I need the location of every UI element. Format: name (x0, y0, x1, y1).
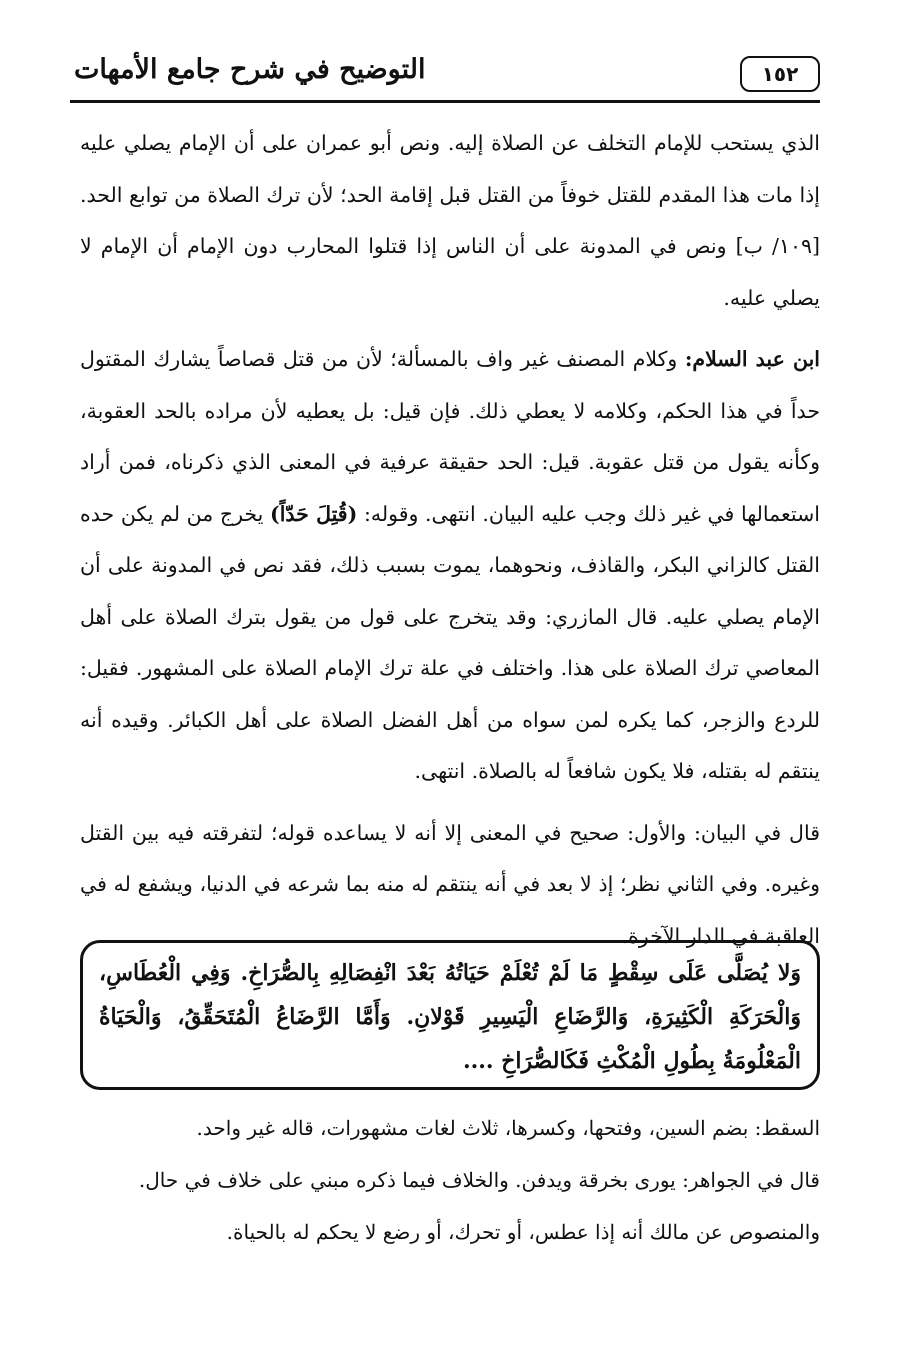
note-line: قال في الجواهر: يورى بخرقة ويدفن. والخلاف فيما ذكره مبني على خلاف في حال. (138, 1168, 820, 1192)
paragraph-2-part-a: وكلام المصنف غير واف بالمسألة؛ لأن من قتل قصاصاً يشارك المقتول حداً في هذا الحكم، وكلامه لا يعطي ذلك. فإن قيل: بل يعطيه لأن مراده بالحد العقوبة، وكأنه يقول من قتل عقوبة. قيل: الحد حقيقة عرفية في المعنى الذي ذكرناه، فمن أراد استعمالها في غير ذلك وجب عليه البيان. انتهى. وقوله: (80, 347, 820, 526)
paragraph-3: قال في البيان: والأول: صحيح في المعنى إلا أنه لا يساعده قوله؛ لتفرقته فيه بين القتل وغيره. وفي الثاني نظر؛ إذ لا بعد في أنه ينتقم له منه بما شرعه في الدنيا، ويشفع له في العاقبة في الدار الآخرة. (80, 820, 820, 948)
commentary-text (80, 118, 820, 972)
note-line: والمنصوص عن مالك أنه إذا عطس، أو تحرك، أو رضع لا يحكم له بالحياة. (226, 1220, 820, 1244)
paragraph-2-part-b: يخرج من لم يكن حده القتل كالزاني البكر، والقاذف، ونحوهما، يموت بسبب ذلك، فقد نص في المدونة على أن الإمام يصلي عليه. قال المازري: وقد يتخرج على قول من يقول بترك الصلاة على أهل المعاصي ترك الصلاة على هذا. واختلف في علة ترك الإمام الصلاة على المشهور. فقيل: للردع والزجر، كما يكره لمن سواه من أهل الفضل الصلاة على أهل الكبائر. وقيده أنه ينتقم له بقتله، فلا يكون شافعاً له بالصلاة. انتهى. (80, 501, 820, 783)
matn-text: وَلا يُصَلَّى عَلَى سِقْطٍ مَا لَمْ تُعْلَمْ حَيَاتُهُ بَعْدَ انْفِصَالِهِ بِالصُّرَاخِ. وَفِي الْعُطَاسِ، وَالْحَرَكَةِ الْكَثِيرَةِ، وَالرَّضَاعِ الْيَسِيرِ قَوْلانِ. وَأَمَّا الرَّضَاعُ الْمُتَحَقِّقُ، وَالْحَيَاةُ الْمَعْلُومَةُ بِطُولِ الْمُكْثِ فَكَالصُّرَاخِ .... (99, 960, 801, 1074)
paragraph-1: الذي يستحب للإمام التخلف عن الصلاة إليه. ونص أبو عمران على أن الإمام يصلي عليه إذا مات هذا المقدم للقتل خوفاً من القتل قبل إقامة الحد؛ لأن ترك الصلاة من توابع الحد. [١٠٩/ ب] ونص في المدونة على أن الناس إذا قتلوا المحارب دون الإمام أن الإمام لا يصلي عليه. (80, 131, 820, 310)
notes-section (80, 1102, 820, 1258)
page-header (70, 52, 820, 103)
book-title: التوضيح في شرح جامع الأمهات (74, 54, 426, 85)
note-line: السقط: بضم السين، وفتحها، وكسرها، ثلاث لغات مشهورات، قاله غير واحد. (196, 1116, 820, 1140)
inline-quote: (قُتِلَ حَدّاً) (270, 501, 358, 526)
page-number: ١٥٢ (740, 56, 820, 92)
paragraph-2 (80, 334, 820, 798)
matn-box (80, 940, 820, 1090)
paragraph-lead-label: ابن عبد السلام: (684, 347, 820, 371)
